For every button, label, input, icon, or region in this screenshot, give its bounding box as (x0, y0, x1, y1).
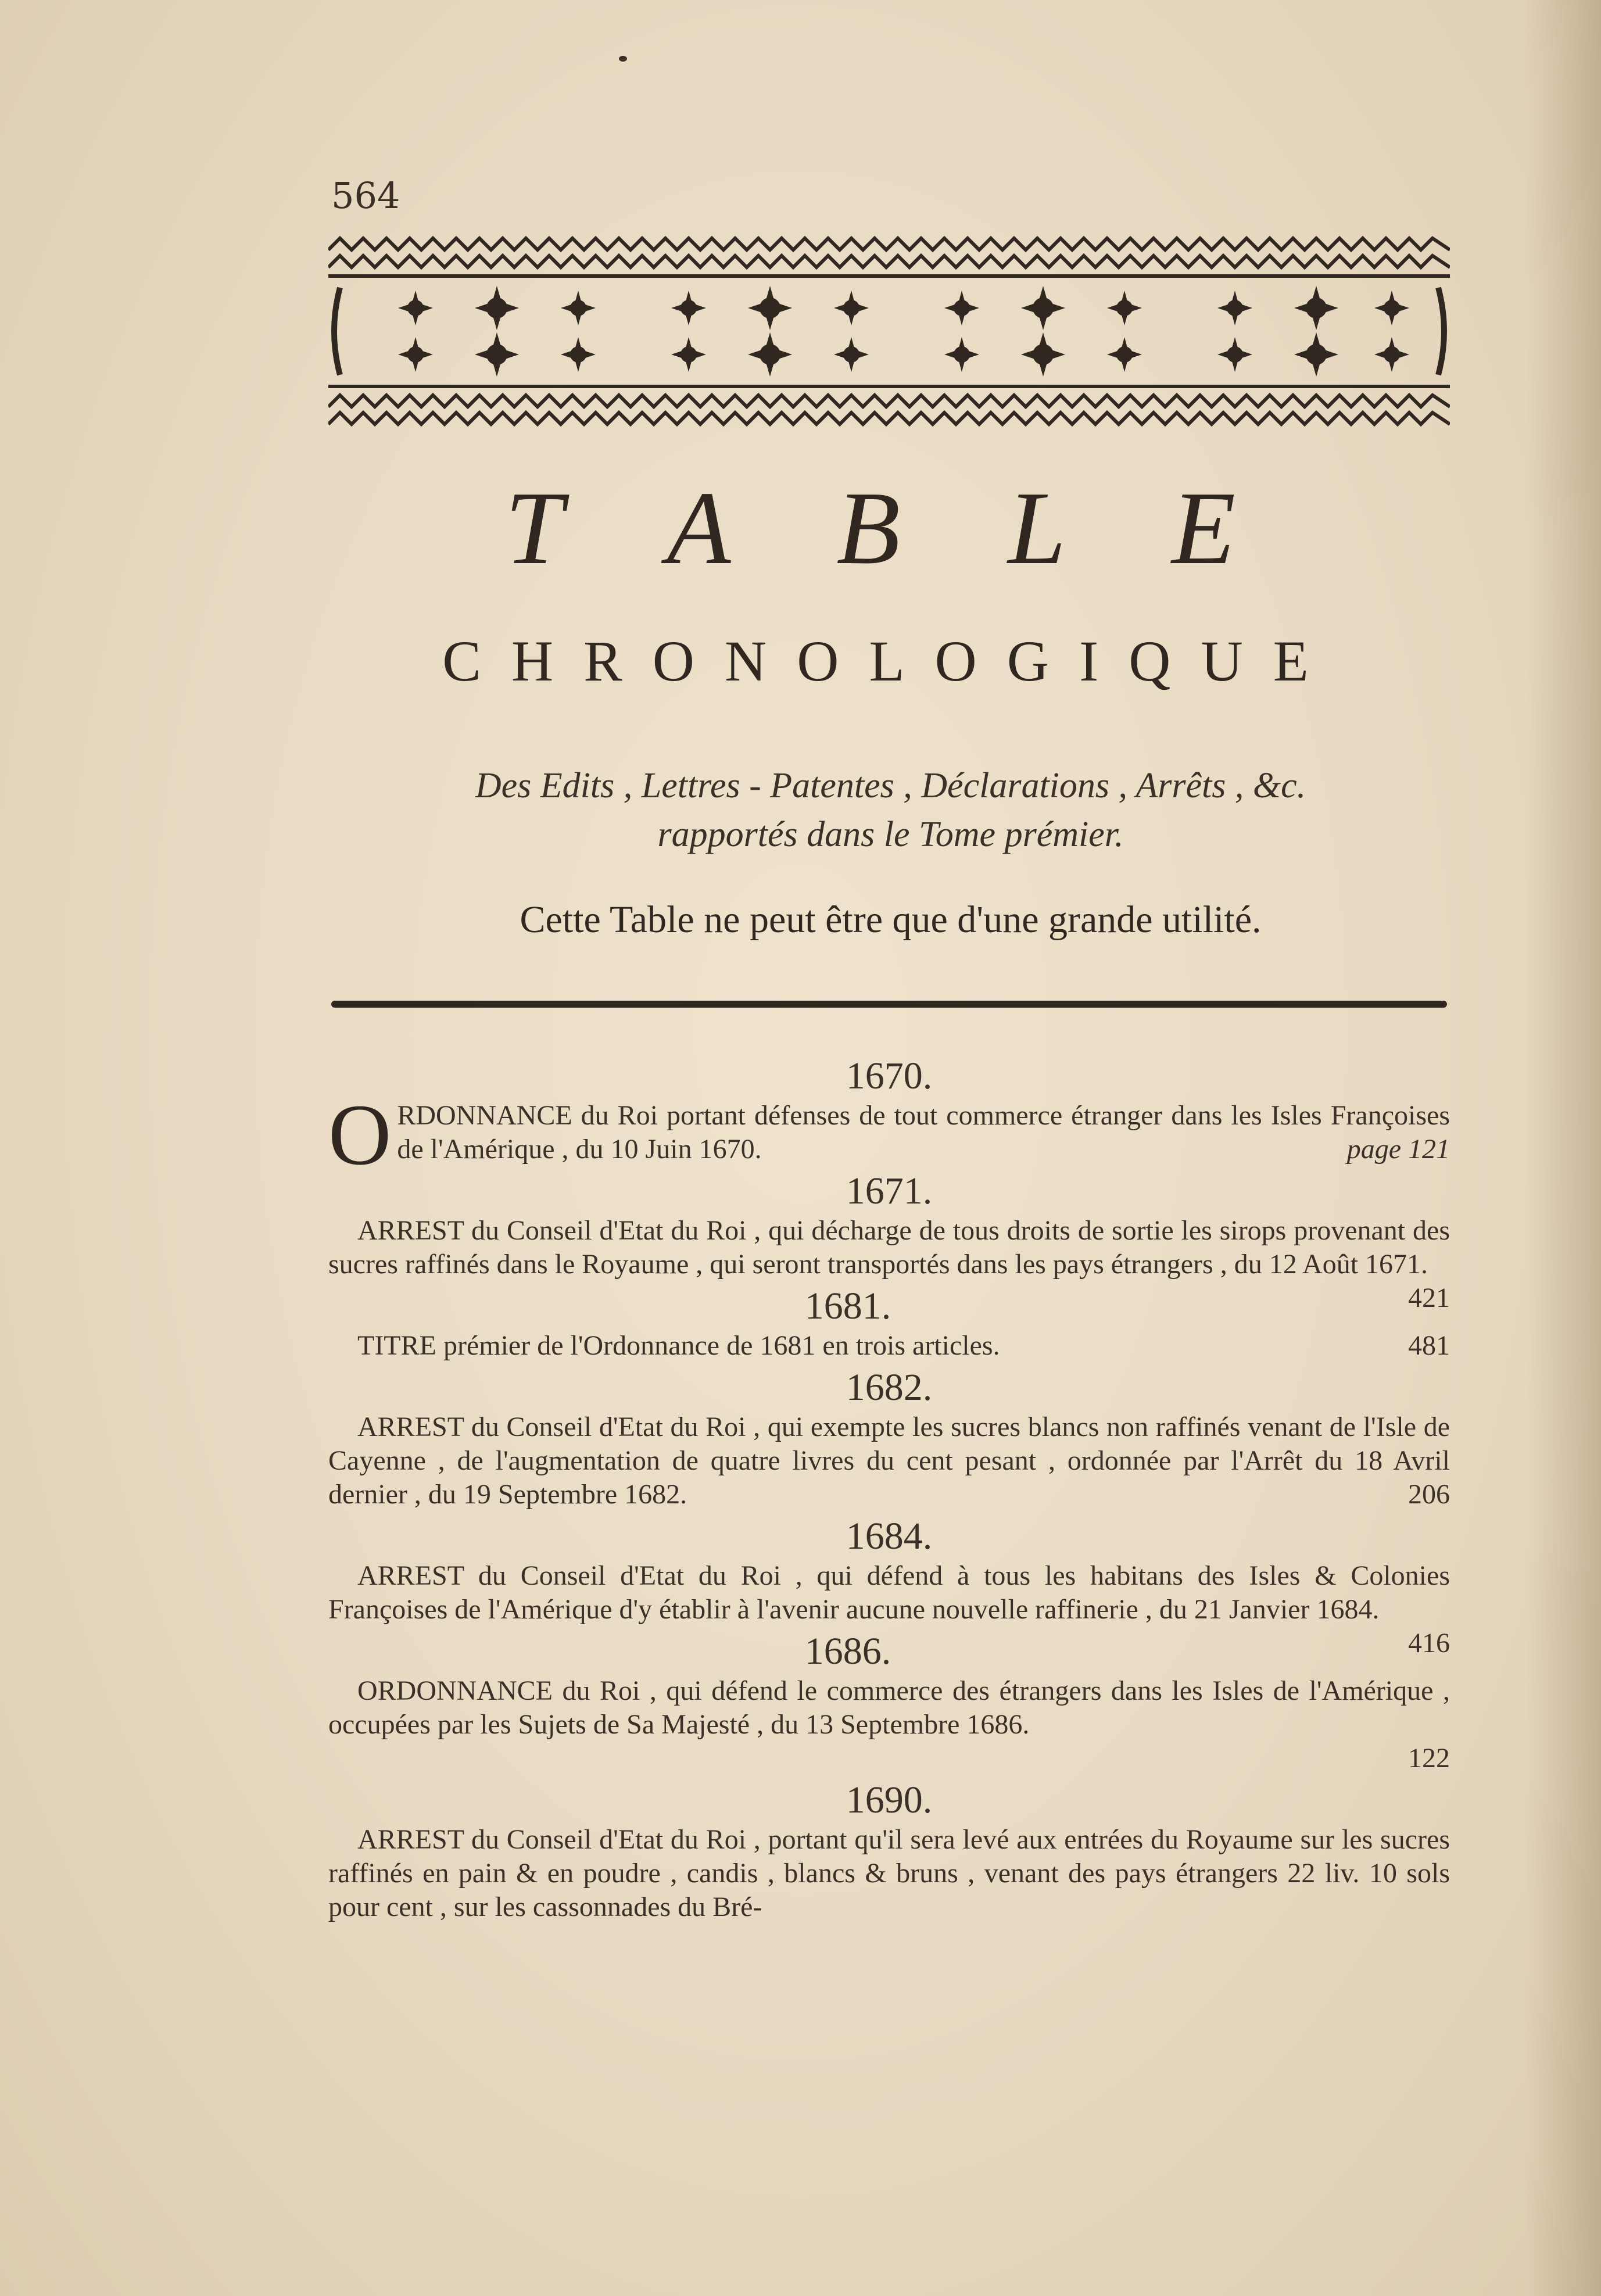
entry-body: ARREST du Conseil d'Etat du Roi , qui décharge de tous droits de sortie les sirops provenant des sucres raffinés dans le Royaume , qui seront transportés dans les pays étrangers , du 12 Août 1671. (328, 1215, 1450, 1280)
chronological-entries (328, 1055, 1450, 1924)
entry-page-ref: 206 (1408, 1479, 1450, 1510)
table-title: T A B L E (504, 470, 1277, 586)
entry-year: 1686. (804, 1630, 891, 1672)
entry-body: ARREST du Conseil d'Etat du Roi , qui exempte les sucres blancs non raffinés venant de l'Isle de Cayenne , de l'augmentation de quatre livres du cent pesant , ordonnée par l'Arrêt du 18 Avril dernier , du 19 Septembre 1682. (328, 1412, 1450, 1510)
entry-body: ORDONNANCE du Roi , qui défend le commerce des étrangers dans les Isles de l'Amérique , occupées par les Sujets de Sa Majesté , du 13 Septembre 1686. (328, 1675, 1450, 1740)
entry-page-ref: 416 (1408, 1628, 1450, 1659)
description-line-2: rapportés dans le Tome prémier. (657, 815, 1124, 854)
entry-year: 1670. (846, 1055, 933, 1097)
entry-year: 1682. (846, 1366, 933, 1409)
entry-text (328, 1823, 1450, 1924)
table-description (331, 761, 1450, 859)
drop-cap: O (328, 1087, 392, 1183)
entry-body: RDONNANCE du Roi portant défenses de tout commerce étranger dans les Isles Françoises de l'Amérique , du 10 Juin 1670. (397, 1100, 1450, 1165)
ornament-zigzag-bottom (328, 386, 1450, 424)
utility-note: Cette Table ne peut être que d'une grande utilité. (520, 898, 1262, 941)
entry-year: 1690. (846, 1779, 933, 1821)
ornament-rosettes (398, 286, 1409, 377)
entry-year: 1681. (804, 1285, 891, 1327)
entry-page-ref: 421 (1408, 1283, 1450, 1313)
entry-page-ref: page 121 (1346, 1134, 1450, 1165)
entry-text (328, 1087, 1450, 1183)
entry-body: ARREST du Conseil d'Etat du Roi , portant qu'il sera levé aux entrées du Royaume sur les sucres raffinés en pain & en poudre , candis , blancs & bruns , venant des pays étrangers 22 liv. 10 sols pour cent , sur les cassonnades du Bré- (328, 1824, 1450, 1922)
ink-speck (619, 56, 627, 62)
entry-year: 1671. (846, 1170, 933, 1212)
entry-text (328, 1410, 1450, 1511)
entry-text (328, 1674, 1450, 1742)
page-number: 564 (331, 174, 400, 217)
ornament-band (328, 235, 1450, 427)
page-edge-shadow (1525, 0, 1601, 2296)
entry-body: TITRE prémier de l'Ordonnance de 1681 en trois articles. (357, 1330, 1000, 1361)
entry-body: ARREST du Conseil d'Etat du Roi , qui défend à tous les habitans des Isles & Colonies Françoises de l'Amérique d'y établir à l'avenir aucune nouvelle raffinerie , du 21 Janvier 1684. (328, 1560, 1450, 1625)
entry-page-ref: 481 (1408, 1330, 1450, 1361)
table-subtitle-heading: CHRONOLOGIQUE (442, 629, 1339, 693)
entry-text (328, 1329, 1450, 1363)
horizontal-rule (331, 1001, 1447, 1008)
ornament-zigzag-top (328, 238, 1450, 276)
entry-year: 1684. (846, 1515, 933, 1557)
entry-page-ref: 122 (1408, 1743, 1450, 1774)
description-line-1: Des Edits , Lettres - Patentes , Déclarations , Arrêts , &c. (475, 766, 1306, 805)
